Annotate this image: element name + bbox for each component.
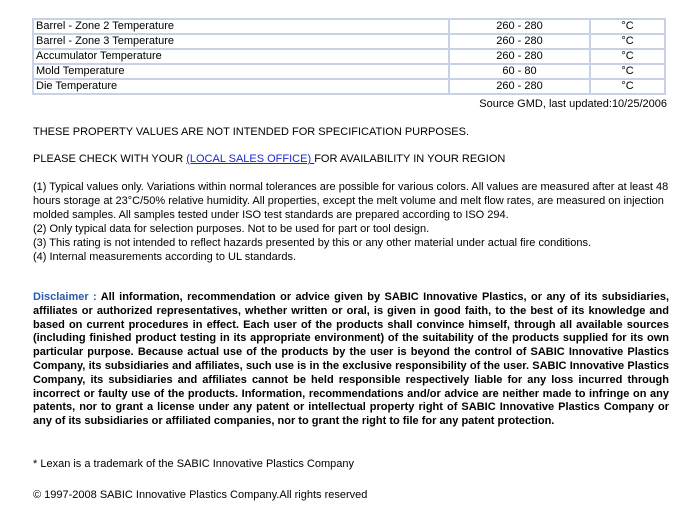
disclaimer-text: All information, recommendation or advice given by SABIC Innovative Plastics, or any of its subsidiaries, affiliates or authorized representatives, whether written or oral, is given in good faith, to the best of its knowledge and based on current procedures in effect. Each user of the products shall convince himself, through all available sources (including finished product testing in its appropriate environment) of the suitability of the products supplied for its own particular purpose. Because actual use of the products by the user is beyond the control of SABIC Innovative Plastics Company, its subsidiaries and affiliates, such use is in the exclusive responsibility of the user. SABIC Innovative Plastics Company, its subsidiaries and affiliates cannot be held responsible respectively liable for any loss incurred through incorrect or faulty use of the products. Information, recommendations and/or advice are neither made to infringe on any patents, nor to grant a license under any patent or intellectual property right of SABIC Innovative Plastics Company or any of its subsidiaries or affiliated companies, nor to grant the right to file for any patent protection. — [33, 291, 670, 428]
property-name: Mold Temperature — [33, 64, 449, 79]
property-value: 60 - 80 — [449, 64, 590, 79]
footnote-1: (1) Typical values only. Variations within normal tolerances are possible for various colors. All values are measured after at least 48 hours storage at 23°C/50% relative humidity. All properties, except the melt volume and melt flow rates, are measured on injection molded samples. All samples tested under ISO test standards are prepared according to ISO 294. — [33, 181, 669, 221]
property-unit: °C — [590, 19, 665, 34]
property-value: 260 - 280 — [449, 34, 590, 49]
table-row — [33, 79, 665, 94]
copyright: © 1997-2008 SABIC Innovative Plastics Company.All rights reserved — [33, 489, 368, 501]
availability-notice-suffix: FOR AVAILABILITY IN YOUR REGION — [314, 153, 506, 165]
property-unit: °C — [590, 34, 665, 49]
table-row — [33, 49, 665, 64]
footnote-4: (4) Internal measurements according to UL standards. — [33, 251, 297, 263]
table-row — [33, 64, 665, 79]
source-note: Source GMD, last updated:10/25/2006 — [479, 98, 667, 110]
availability-notice — [33, 153, 505, 165]
property-name: Barrel - Zone 2 Temperature — [33, 19, 449, 34]
property-unit: °C — [590, 64, 665, 79]
property-unit: °C — [590, 49, 665, 64]
availability-notice-prefix: PLEASE CHECK WITH YOUR — [33, 153, 187, 165]
footnote-2: (2) Only typical data for selection purposes. Not to be used for part or tool design. — [33, 223, 430, 235]
specification-notice: THESE PROPERTY VALUES ARE NOT INTENDED FOR SPECIFICATION PURPOSES. — [33, 126, 470, 138]
disclaimer — [33, 291, 669, 429]
local-sales-office-link[interactable]: (LOCAL SALES OFFICE) — [186, 153, 315, 165]
footnotes — [33, 180, 673, 264]
property-value: 260 - 280 — [449, 19, 590, 34]
disclaimer-label: Disclaimer : — [33, 291, 101, 303]
property-name: Accumulator Temperature — [33, 49, 449, 64]
footnote-3: (3) This rating is not intended to reflect hazards presented by this or any other material under actual fire conditions. — [33, 237, 592, 249]
property-name: Barrel - Zone 3 Temperature — [33, 34, 449, 49]
property-value: 260 - 280 — [449, 79, 590, 94]
table-row — [33, 19, 665, 34]
property-value: 260 - 280 — [449, 49, 590, 64]
table-row — [33, 34, 665, 49]
trademark-note: * Lexan is a trademark of the SABIC Innovative Plastics Company — [33, 458, 354, 470]
processing-properties-table — [32, 18, 666, 95]
property-unit: °C — [590, 79, 665, 94]
property-name: Die Temperature — [33, 79, 449, 94]
